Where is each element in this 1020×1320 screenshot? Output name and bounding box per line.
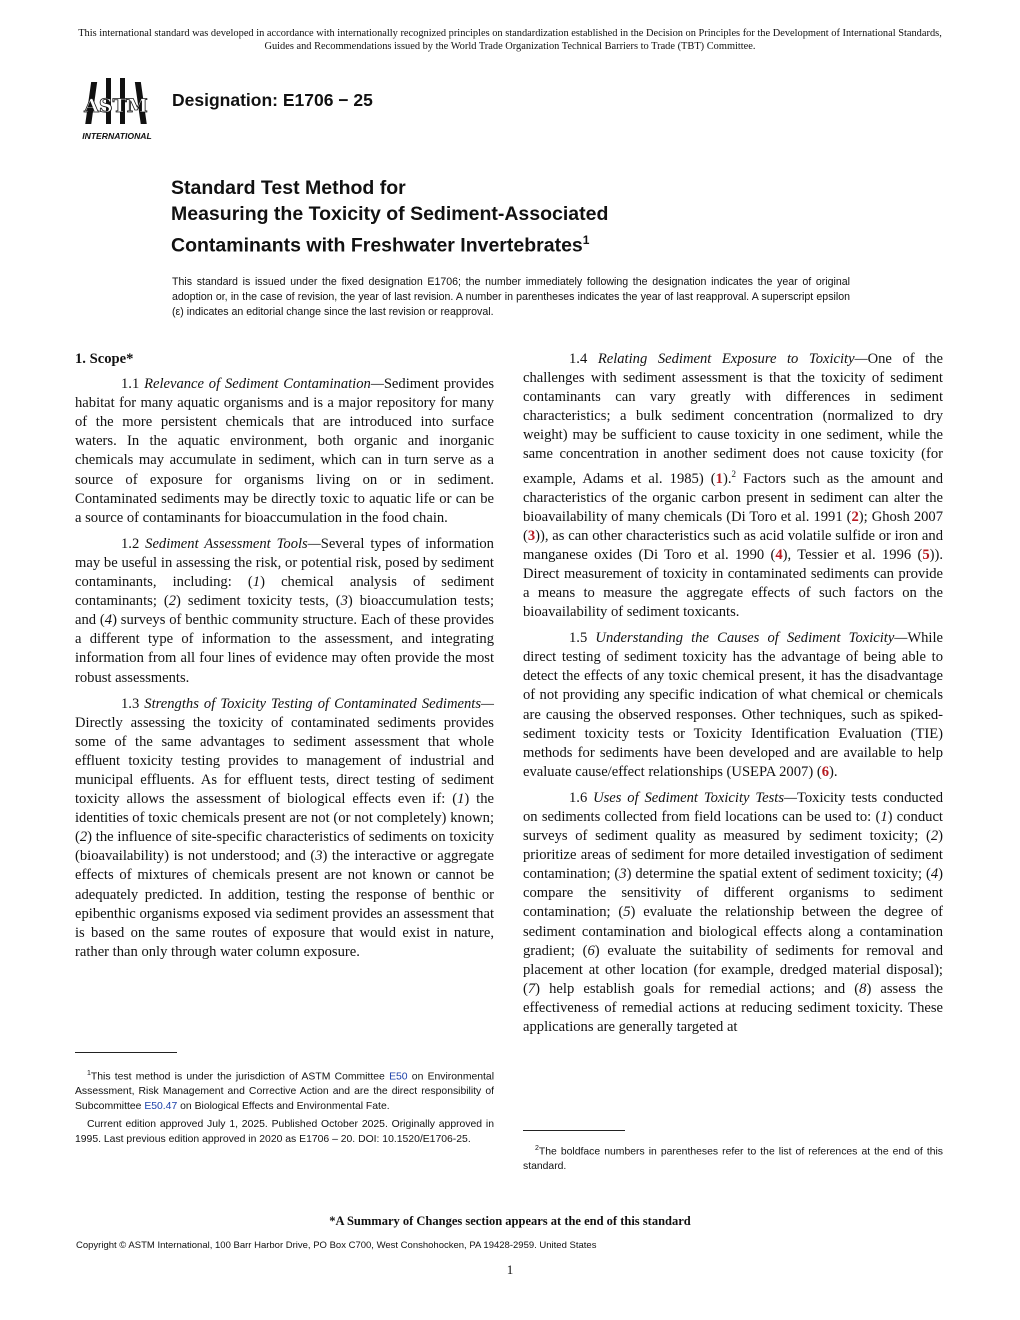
- footnote-divider: [523, 1130, 625, 1131]
- reference-link[interactable]: 6: [821, 763, 829, 780]
- footnote-1: $^1$This test method is under the jurisdiction of ASTM Committee E50 on Environmental Assessment, Risk Management and Corrective Action and are the direct responsibility of Subcommittee E50.47 on Biological Effects and Environmental Fate. Current edition approved July 1, 2025. Published October 2025. Originally approved in 1995. Last previous edition approved in 2020 as E1706 – 20. DOI: 10.1520/E1706-25.: [75, 1070, 495, 1146]
- title-line-3: Contaminants with Freshwater Invertebrates: [171, 234, 583, 257]
- right-column: [523, 350, 943, 1044]
- paragraph-1-2: 1.2 Sediment Assessment Tools—Several types of information may be useful in assessing the risk, or potential risk, posed by sediment contaminants, including: (1) chemical analysis of sediment contaminants; (2) sediment toxicity tests, (3) bioaccumulation tests; and (4) surveys of benthic community structure. Each of these provides a different type of information to the assessment, and integrating information from all four lines of evidence may often provide the most robust assessments.: [75, 535, 494, 686]
- paragraph-1-6: 1.6 Uses of Sediment Toxicity Tests—Toxicity tests conducted on sediments collected from field locations can be used to: (1) conduct surveys of sediment quality as measured by sediment toxicity; (2) prioritize areas of sediment for more detailed investigation of sediment contamination; (3) determine the spatial extent of sediment toxicity; (4) compare the sensitivity of different organisms to sediment contamination; (5) evaluate the relationship between the degree of sediment contamination and biological effects along a contamination gradient; (6) evaluate the suitability of sediments for removal and placement at other location (for example, dredged material disposal); (7) help establish goals for remedial actions; and (8) assess the effectiveness of remedial actions at reducing sediment toxicity. These applications are generally targeted at: [523, 789, 943, 1036]
- paragraph-1-5: 1.5 Understanding the Causes of Sediment Toxicity—While direct testing of sediment toxicity has the advantage of being able to detect the effects of any toxic chemical present, it has the disadvantage of not providing any specific indication of what chemical or chemicals are causing the observed responses. Other techniques, such as spiked-sediment toxicity tests or Toxicity Identification Evaluation (TIE) methods for sediments have been developed and are available to help evaluate cause/effect relationships (USEPA 2007) (6).: [523, 630, 943, 780]
- summary-of-changes-note: *A Summary of Changes section appears at the end of this standard: [329, 1214, 691, 1228]
- astm-logo: [72, 76, 162, 142]
- logo-caption: INTERNATIONAL: [82, 131, 152, 141]
- title-footnote-mark: 1: [582, 233, 590, 247]
- reference-link[interactable]: 5: [922, 546, 930, 563]
- logo-letters: ASTM: [84, 95, 148, 117]
- copyright: Copyright © ASTM International, 100 Barr Harbor Drive, PO Box C700, West Conshohocken, PA 19428-2959. United States: [76, 1240, 597, 1251]
- footnote-2: $^2$The boldface numbers in parentheses refer to the list of references at the end of this standard.: [523, 1145, 943, 1173]
- section-heading: 1. Scope*: [75, 351, 134, 367]
- edition-note: Current edition approved July 1, 2025. Published October 2025. Originally approved in 1995. Last previous edition approved in 2020 as E1706 – 20. DOI: 10.1520/E1706-25.: [75, 1119, 494, 1146]
- paragraph-1-4: 1.4 Relating Sediment Exposure to Toxicity—One of the challenges with sediment assessment is that the toxicity of sediment contaminants can vary greatly with differences in sediment characteristics; a bulk sediment concentration (normalized to dry weight) may be sufficient to cause toxicity in one sediment, while the same concentration in another sediment does not cause toxicity (for example, Adams et al. 1985) (1).$^2$ Factors such as the amount and characteristics of the organic carbon present in sediment can alter the bioavailability of many chemicals (Di Toro et al. 1991 (2); Ghosh 2007 (3)), as can other characteristics such as acid volatile sulfide or iron and manganese oxides (Di Toro et al. 1990 (4), Tessier et al. 1996 (5)). Direct measurement of toxicity in contaminated sediments can provide a means to measure the aggregate effects of such factors on the bioavailability of sediment toxicants.: [523, 351, 944, 621]
- footnote-divider: [75, 1052, 177, 1053]
- page-number: 1: [506, 1262, 514, 1277]
- designation: Designation: E1706 − 25: [172, 90, 373, 110]
- paragraph-1-1: 1.1 Relevance of Sediment Contamination—Sediment provides habitat for many aquatic organisms and is a major repository for many of the more persistent chemicals that are introduced into surface waters. In the aquatic environment, both organic and inorganic chemicals may accumulate in sediment, which can in turn serve as a source of exposure for organisms living on or in sediment. Contaminated sediments may be directly toxic to aquatic life or can be a source of contaminants for bioaccumulation in the food chain.: [75, 376, 494, 526]
- paragraph-1-3: 1.3 Strengths of Toxicity Testing of Contaminated Sediments—Directly assessing the toxicity of contaminated sediments provides some of the same advantages to sediment assessment that whole effluent toxicity testing provides to management of industrial and municipal effluents. As for effluent tests, direct testing of sediment toxicity allows the assessment of biological effects even if: (1) the identities of toxic chemicals present are not (or not completely) known; (2) the influence of site-specific characteristics of sediments on toxicity (bioavailability) is not understood; and (3) the interactive or aggregate effects of mixtures of chemicals present are not known or cannot be adequately predicted. In addition, testing the response of benthic or epibenthic organisms exposed via sediment provides an assessment that is based on the same routes of exposure that would exist in nature, rather than only through water column exposure.: [75, 695, 494, 960]
- left-column: [75, 350, 494, 969]
- committee-link[interactable]: E50: [389, 1071, 408, 1083]
- reference-link[interactable]: 3: [527, 527, 536, 544]
- subcommittee-link[interactable]: E50.47: [144, 1101, 178, 1113]
- document-title: [171, 175, 871, 259]
- wto-notice: This international standard was developed in accordance with internationally recognized principles on standardization established in the Decision on Principles for the Development of International Standards, Guides and Recommendations issued by the World Trade Organization Technical Barriers to Trade (TBT) Committee.: [78, 28, 942, 52]
- title-line-2: Measuring the Toxicity of Sediment-Associated: [171, 203, 609, 225]
- issuance-statement: This standard is issued under the fixed designation E1706; the number immediately following the designation indicates the year of original adoption or, in the case of revision, the year of last revision. A number in parentheses indicates the year of last reapproval. A superscript epsilon (ε) indicates an editorial change since the last revision or reapproval.: [172, 276, 850, 318]
- reference-link[interactable]: 4: [775, 546, 783, 563]
- reference-link[interactable]: 1: [715, 470, 723, 487]
- reference-link[interactable]: 2: [851, 508, 859, 525]
- footnote-mark[interactable]: 2: [731, 468, 736, 479]
- title-line-1: Standard Test Method for: [171, 177, 406, 199]
